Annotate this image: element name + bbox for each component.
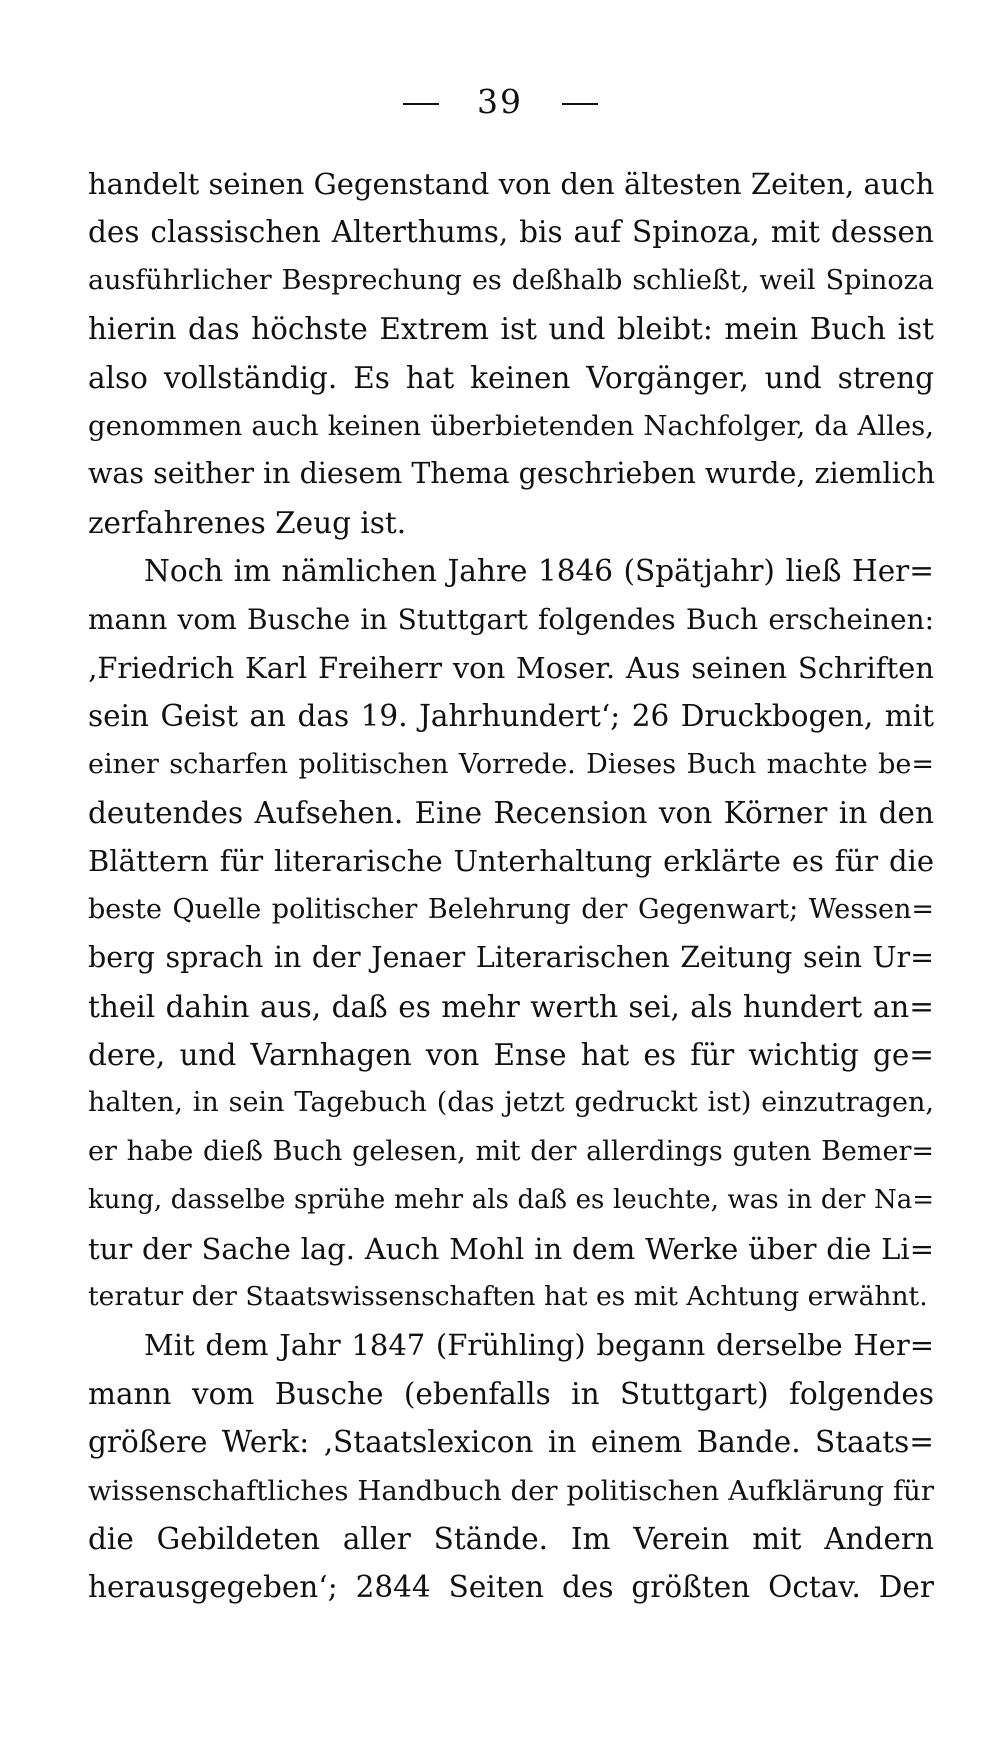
text-line: Mit dem Jahr 1847 (Frühling) begann derselbe Her=	[144, 1328, 934, 1363]
text-line: also vollständig. Es hat keinen Vorgänger, und streng	[88, 360, 934, 395]
text-line: ‚Friedrich Karl Freiherr von Moser. Aus seinen Schriften	[88, 650, 934, 685]
text-line: des classischen Alterthums, bis auf Spinoza, mit dessen	[88, 215, 934, 250]
text-line: beste Quelle politischer Belehrung der Gegenwart; Wessen=	[88, 893, 934, 925]
text-line: dere, und Varnhagen von Ense hat es für wichtig ge=	[88, 1038, 934, 1073]
text-line: was seither in diesem Thema geschrieben wurde, ziemlich	[88, 457, 936, 491]
header-dash-left	[403, 103, 439, 105]
text-line: zerfahrenes Zeug ist.	[88, 505, 407, 540]
text-line: genommen auch keinen überbietenden Nachfolger, da Alles,	[88, 409, 934, 442]
page-header	[0, 82, 1000, 121]
text-line: theil dahin aus, daß es mehr werth sei, als hundert an=	[88, 989, 934, 1024]
text-line: sein Geist an das 19. Jahrhundert‘; 26 Druckbogen, mit	[88, 699, 934, 734]
text-line: kung, dasselbe sprühe mehr als daß es leuchte, was in der Na=	[88, 1185, 934, 1216]
page-number: 39	[477, 82, 523, 121]
text-line: hierin das höchste Extrem ist und bleibt: mein Buch ist	[88, 312, 934, 347]
text-line: handelt seinen Gegenstand von den ältesten Zeiten, auch	[88, 167, 935, 201]
text-line: größere Werk: ‚Staatslexicon in einem Bande. Staats=	[88, 1425, 934, 1460]
text-line: ausführlicher Besprechung es deßhalb schließt, weil Spinoza	[88, 264, 934, 296]
text-line: wissenschaftliches Handbuch der politischen Aufklärung für	[88, 1474, 934, 1507]
text-line: berg sprach in der Jenaer Literarischen Zeitung sein Ur=	[88, 941, 934, 975]
text-line: Noch im nämlichen Jahre 1846 (Spätjahr) ließ Her=	[144, 554, 934, 589]
text-line: einer scharfen politischen Vorrede. Dieses Buch machte be=	[88, 748, 934, 780]
text-line: teratur der Staatswissenschaften hat es mit Achtung erwähnt.	[88, 1280, 928, 1312]
text-line: herausgegeben‘; 2844 Seiten des größten Octav. Der	[88, 1570, 934, 1605]
text-line: er habe dieß Buch gelesen, mit der allerdings guten Bemer=	[88, 1135, 934, 1167]
text-line: mann vom Busche in Stuttgart folgendes Buch erscheinen:	[88, 602, 934, 636]
text-line: Blättern für literarische Unterhaltung erklärte es für die	[88, 844, 934, 879]
body-text	[88, 160, 934, 1612]
text-line: die Gebildeten aller Stände. Im Verein mit Andern	[88, 1521, 934, 1556]
text-line: deutendes Aufsehen. Eine Recension von Körner in den	[88, 796, 934, 831]
header-dash-right	[562, 103, 598, 105]
text-line: mann vom Busche (ebenfalls in Stuttgart) folgendes	[88, 1376, 934, 1411]
text-line: tur der Sache lag. Auch Mohl in dem Werke über die Li=	[88, 1231, 934, 1266]
text-line: halten, in sein Tagebuch (das jetzt gedruckt ist) einzutragen,	[88, 1087, 934, 1119]
